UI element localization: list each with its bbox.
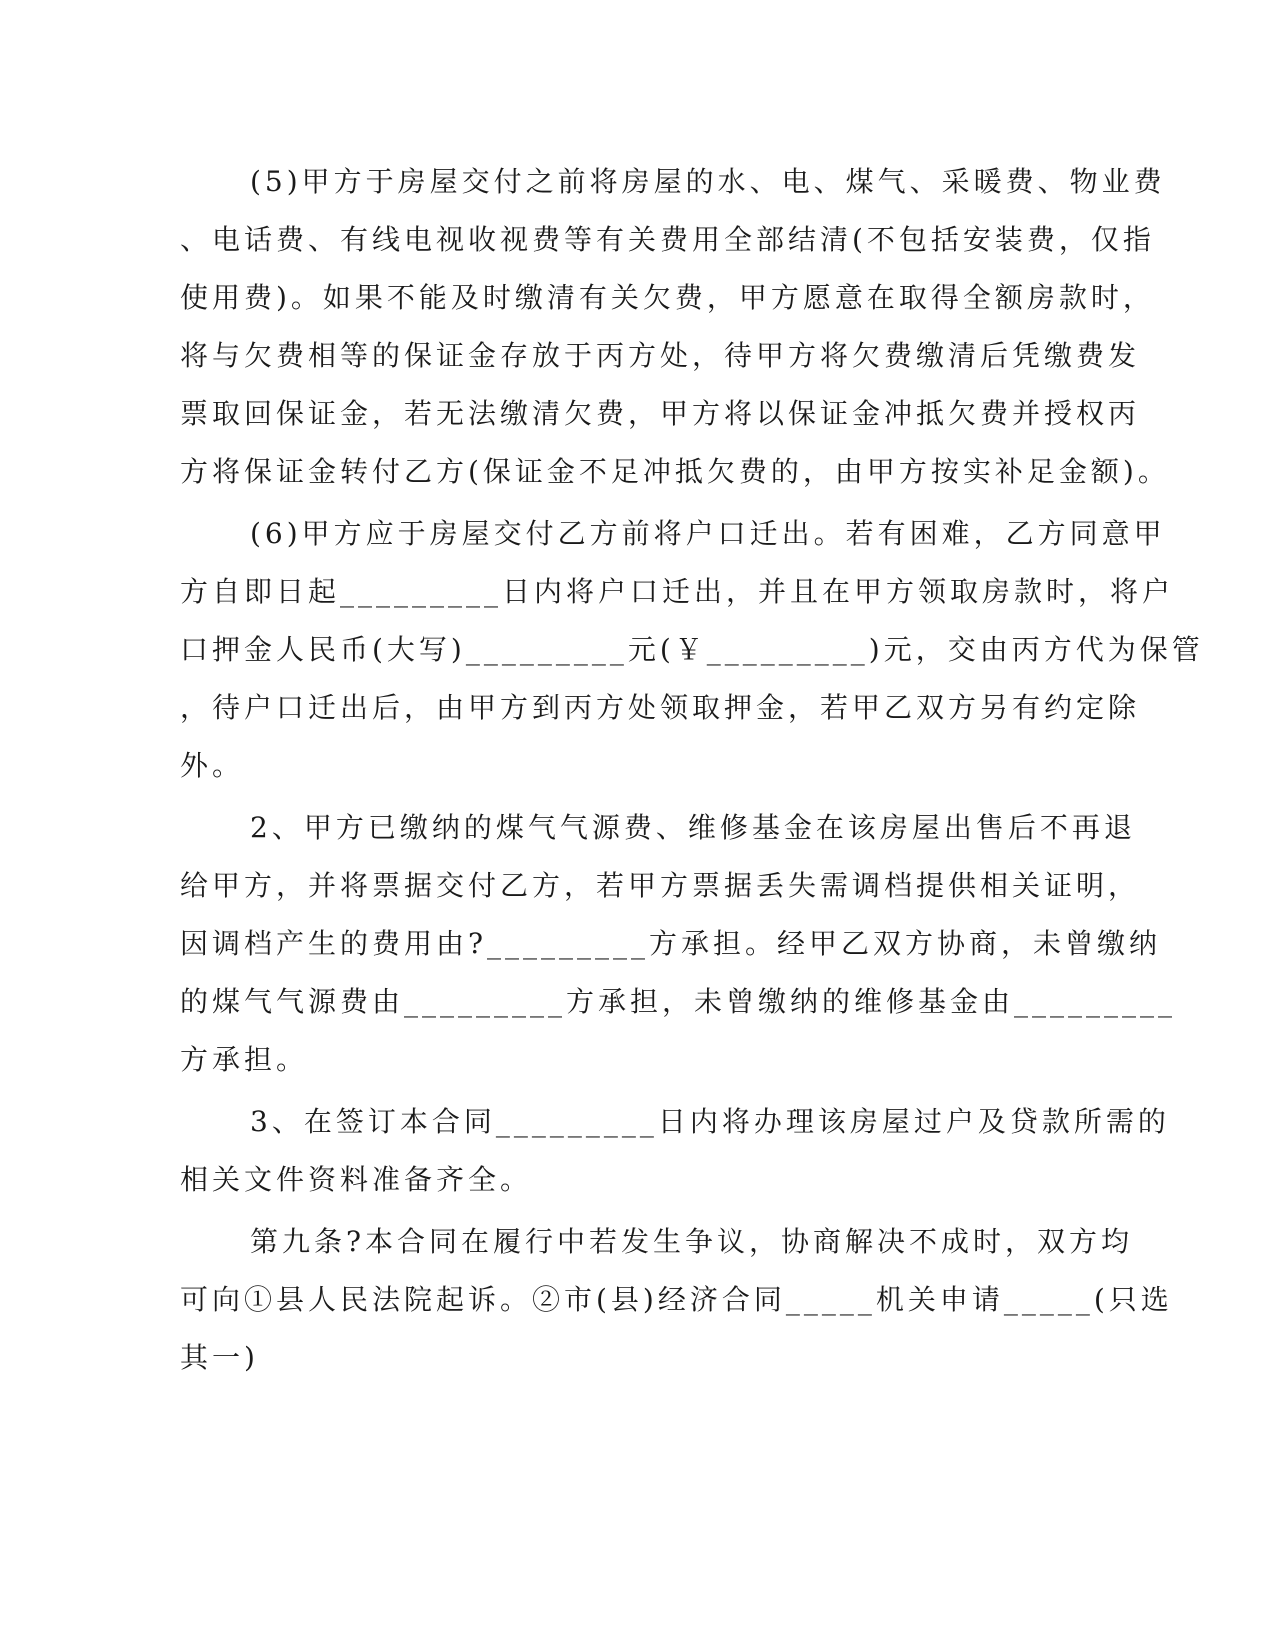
paragraph-5-line-5: 票取回保证金，若无法缴清欠费，甲方将以保证金冲抵欠费并授权丙 [180,397,1141,430]
clause-2-line-1: 2、甲方已缴纳的煤气气源费、维修基金在该房屋出售后不再退 [250,811,1136,844]
clause-2-line-2: 给甲方，并将票据交付乙方，若甲方票据丢失需调档提供相关证明， [180,869,1141,902]
paragraph-5-line-3: 使用费)。如果不能及时缴清有关欠费，甲方愿意在取得全额房款时， [180,281,1155,314]
paragraph-5-line-2: 、电话费、有线电视收视费等有关费用全部结清(不包括安装费，仅指 [180,223,1155,256]
paragraph-5-line-1: (5)甲方于房屋交付之前将房屋的水、电、煤气、采暖费、物业费 [250,165,1166,198]
paragraph-5-line-6: 方将保证金转付乙方(保证金不足冲抵欠费的，由甲方按实补足金额)。 [180,455,1170,488]
clause-3-line-1: 3、在签订本合同_________日内将办理该房屋过户及贷款所需的 [250,1105,1170,1138]
article-9-line-2: 可向①县人民法院起诉。②市(县)经济合同_____机关申请_____(只选 [180,1283,1173,1316]
paragraph-6-line-4: ，待户口迁出后，由甲方到丙方处领取押金，若甲乙双方另有约定除 [180,691,1141,724]
clause-2-line-3: 因调档产生的费用由?_________方承担。经甲乙双方协商，未曾缴纳 [180,927,1162,960]
clause-2-line-4: 的煤气气源费由_________方承担，未曾缴纳的维修基金由_________ [180,985,1177,1018]
paragraph-6-line-3: 口押金人民币(大写)_________元(￥_________)元，交由丙方代为保管 [180,633,1204,666]
paragraph-6-line-2: 方自即日起_________日内将户口迁出，并且在甲方领取房款时，将户 [180,575,1175,608]
clause-2-line-5: 方承担。 [180,1043,309,1076]
clause-3-line-2: 相关文件资料准备齐全。 [180,1163,533,1196]
paragraph-6-line-1: (6)甲方应于房屋交付乙方前将户口迁出。若有困难，乙方同意甲 [250,517,1166,550]
article-9-line-1: 第九条?本合同在履行中若发生争议，协商解决不成时，双方均 [250,1225,1134,1258]
article-9-line-3: 其一) [180,1341,259,1374]
paragraph-5-line-4: 将与欠费相等的保证金存放于丙方处，待甲方将欠费缴清后凭缴费发 [180,339,1141,372]
paragraph-6-line-5: 外。 [180,749,245,782]
